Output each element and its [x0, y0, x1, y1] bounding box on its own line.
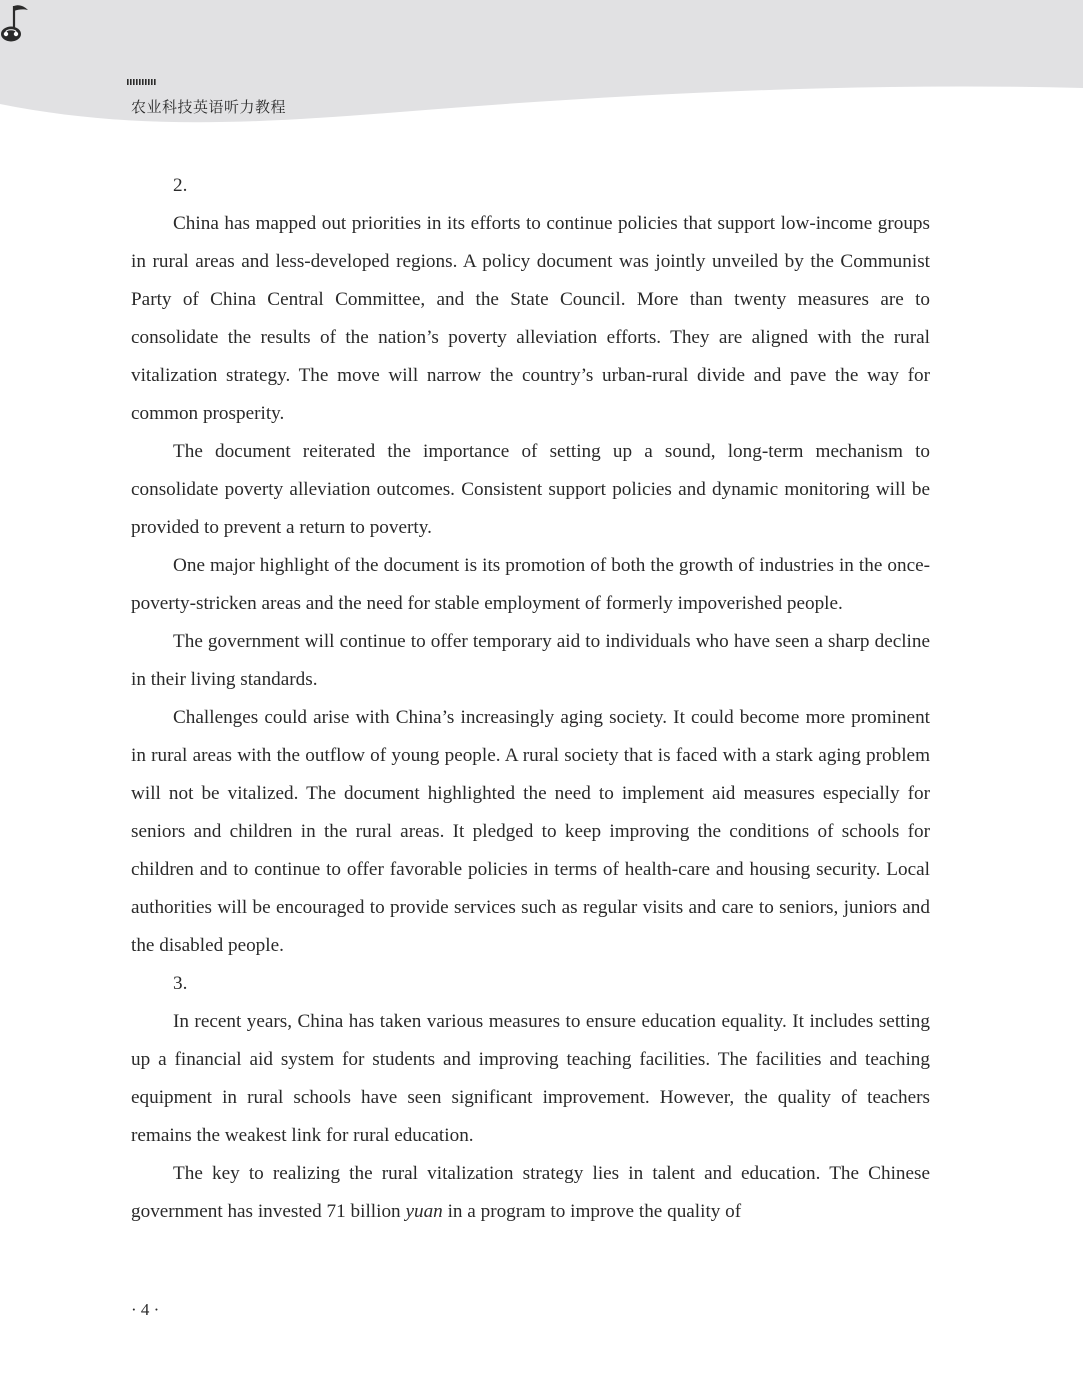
text-run: The key to realizing the rural vitalization strategy lies in talent and education. The Chinese government has invested 71 billion [131, 1163, 930, 1222]
page-number: · 4 · [131, 1300, 160, 1319]
paragraph: Challenges could arise with China’s increasingly aging society. It could become more prominent in rural areas with the outflow of young people. A rural society that is faced with a stark aging problem will not be vitalized. The document highlighted the need to implement aid measures especially for seniors and children in the rural areas. It pledged to keep improving the conditions of schools for children and to continue to offer favorable policies in terms of health-care and housing security. Local authorities will be encouraged to provide services such as regular visits and care to seniors, juniors and the disabled people. [131, 707, 930, 956]
music-note-headphones-icon [0, 0, 34, 46]
paragraph: The document reiterated the importance of setting up a sound, long-term mechanism to consolidate poverty alleviation outcomes. Consistent support policies and dynamic monitoring will be provided to prevent a return to poverty. [131, 441, 930, 538]
section-number: 2. [173, 175, 188, 196]
book-title: 农业科技英语听力教程 [131, 98, 287, 116]
text-run: in a program to improve the quality of [442, 1201, 742, 1222]
page-header [0, 0, 1083, 140]
header-band [0, 0, 1083, 140]
paragraph [131, 1155, 930, 1231]
section-number: 3. [173, 973, 188, 994]
page-body [131, 167, 930, 1231]
paragraph: The government will continue to offer temporary aid to individuals who have seen a sharp decline in their living standards. [131, 631, 930, 690]
paragraph: One major highlight of the document is its promotion of both the growth of industries in the once-poverty-stricken areas and the need for stable employment of formerly impoverished people. [131, 555, 930, 614]
equalizer-bars-icon [127, 78, 157, 86]
italic-term: yuan [405, 1201, 443, 1222]
paragraph: China has mapped out priorities in its efforts to continue policies that support low-income groups in rural areas and less-developed regions. A policy document was jointly unveiled by the Communist Party of China Central Committee, and the State Council. More than twenty measures are to consolidate the results of the nation’s poverty alleviation efforts. They are aligned with the rural vitalization strategy. The move will narrow the country’s urban-rural divide and pave the way for common prosperity. [131, 213, 930, 424]
paragraph: In recent years, China has taken various measures to ensure education equality. It includes setting up a financial aid system for students and improving teaching facilities. The facilities and teaching equipment in rural schools have seen significant improvement. However, the quality of teachers remains the weakest link for rural education. [131, 1011, 930, 1146]
